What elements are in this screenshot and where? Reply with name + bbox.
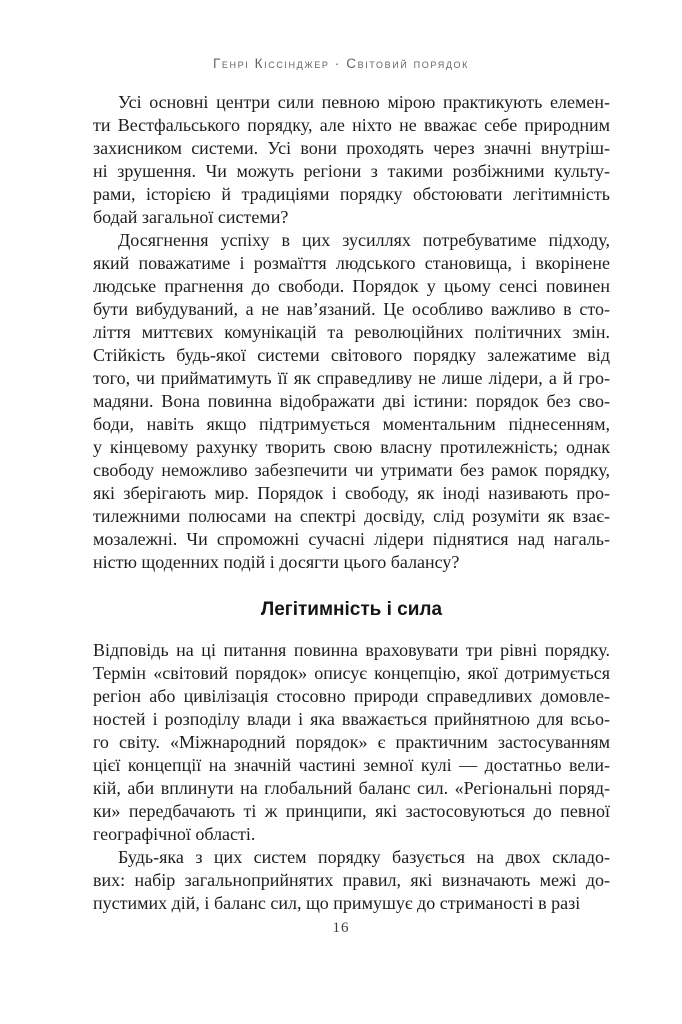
text-line: бути вибудуваний, а не нав’язаний. Це особливо важливо в сто- <box>93 299 610 319</box>
text-line: свободу неможливо забезпечити чи утримати без рамок порядку, <box>93 460 610 480</box>
text-line: який поважатиме і розмаїття людського становища, і вкорінене <box>93 253 610 273</box>
text-line: Усі основні центри сили певною мірою практикують елемен- <box>118 92 610 112</box>
text-line: вих: набір загальноприйнятих правил, які визначають межі до- <box>93 870 610 890</box>
text-line: цієї концепції на значній частині земної кулі — достатньо вели- <box>93 755 610 775</box>
paragraph <box>93 91 610 229</box>
text-line: пустимих дій, і баланс сил, що примушує до стриманості в разі <box>93 893 581 913</box>
text-line: ні зрушення. Чи можуть регіони з такими розбіжними культу- <box>93 161 610 181</box>
body-text-column <box>93 91 610 915</box>
text-line: ліття миттєвих комунікацій та революційних політичних змін. <box>93 322 610 342</box>
text-line: Термін «світовий порядок» описує концепцію, якої дотримується <box>93 663 610 683</box>
text-line: кій, аби вплинути на глобальний баланс сил. «Регіональні поряд- <box>93 778 610 798</box>
paragraph <box>93 846 610 915</box>
text-line: регіон або цивілізація стосовно природи справедливих домовле- <box>93 686 610 706</box>
paragraph <box>93 229 610 574</box>
paragraph <box>93 639 610 846</box>
text-line: ностей і розподілу влади і яка вважається прийнятною для всьо- <box>93 709 610 729</box>
running-head: Генрі Кіссінджер · Світовий порядок <box>213 56 469 71</box>
text-line: людське прагнення до свободи. Порядок у цьому сенсі повинен <box>93 276 610 296</box>
text-line: мадяни. Вона повинна відображати дві істини: порядок без сво- <box>93 391 610 411</box>
section-heading: Легітимність і сила <box>260 599 443 620</box>
text-line: ністю щоденних подій і досягти цього балансу? <box>93 552 460 572</box>
text-line: ки» передбачають ті ж принципи, які застосовуються до певної <box>93 801 610 821</box>
text-line: бодай загальної системи? <box>93 207 289 227</box>
page-number: 16 <box>332 920 350 936</box>
text-line: мозалежні. Чи спроможні сучасні лідери піднятися над нагаль- <box>93 529 610 549</box>
text-line: Стійкість будь-якої системи світового порядку залежатиме від <box>93 345 610 365</box>
text-line: боди, навіть якщо підтримується моментальним піднесенням, <box>93 414 610 434</box>
text-line: Досягнення успіху в цих зусиллях потребуватиме підходу, <box>118 230 610 250</box>
text-line: тилежними полюсами на спектрі досвіду, слід розуміти як взає- <box>93 506 610 526</box>
text-line: рами, історією й традиціями порядку обстоювати легітимність <box>93 184 610 204</box>
text-line: того, чи прийматимуть її як справедливу не лише лідери, а й гро- <box>93 368 610 388</box>
text-line: захисником системи. Усі вони проходять через значні внутріш- <box>93 138 610 158</box>
text-line: ти Вестфальського порядку, але ніхто не вважає себе природним <box>93 115 610 135</box>
text-line: у кінцевому рахунку творить свою власну протилежність; однак <box>93 437 610 457</box>
text-line: географічної області. <box>93 824 256 844</box>
text-line: Будь-яка з цих систем порядку базується на двох складо- <box>118 847 610 867</box>
text-line: Відповідь на ці питання повинна враховувати три рівні порядку. <box>93 640 610 660</box>
text-line: го світу. «Міжнародний порядок» є практичним застосуванням <box>93 732 610 752</box>
text-line: які зберігають мир. Порядок і свободу, як іноді називають про- <box>93 483 610 503</box>
